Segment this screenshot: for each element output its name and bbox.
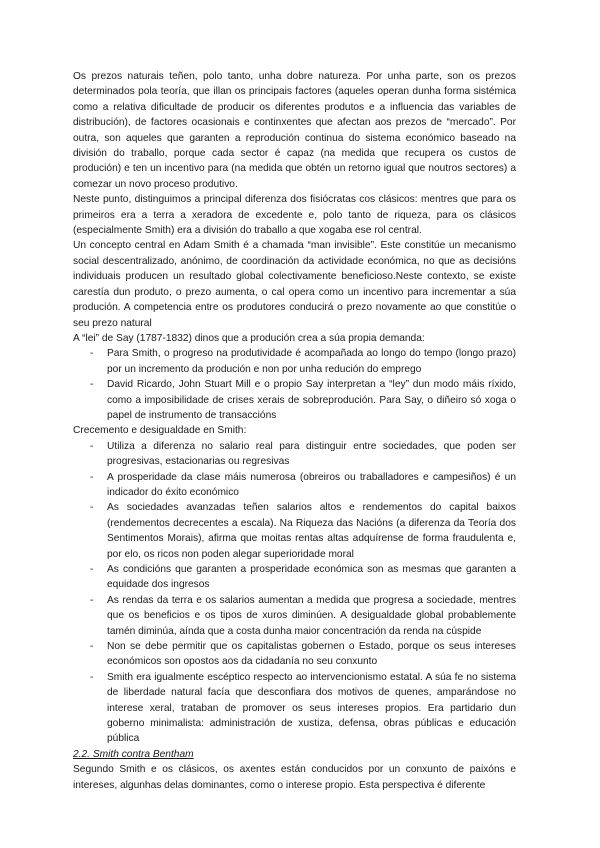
dash-bullet: - <box>90 471 94 483</box>
dash-bullet: - <box>90 671 94 683</box>
list-item: - Utiliza a diferenza no salario real para distinguir entre sociedades, que poden ser progresivas, estacionarias ou regresivas <box>90 440 516 468</box>
paragraph-physiocrats: Neste punto, distinguimos a principal diferenza dos fisiócratas cos clásicos: mentres que para os primeiros era a terra a xeradora de excedente e, polo tanto de riqueza, para os clásicos (especialmente Smith) era a división do traballo a que xogaba ese rol central. <box>73 194 516 237</box>
paragraph-say-law: A “lei” de Say (1787-1832) dinos que a produción crea a súa propia demanda: <box>73 332 425 344</box>
dash-bullet: - <box>90 440 94 452</box>
list-item: - As condicións que garanten a prosperidade económica son as mesmas que garanten a equidade dos ingresos <box>90 564 516 591</box>
paragraph-invisible-hand: Un concepto central en Adam Smith é a chamada “man invisible”. Este constitúe un mecanismo social descentralizado, anónimo, de coordinación da actividade económica, no que as decisións individuais producen un resultado global colectivamente beneficioso.Neste contexto, se existe carestía dun produto, o prezo aumenta, o cal opera como un incentivo para incrementar a súa produción. A competencia entre os produtores conducirá o prezo novamente ao que constitúe o seu prezo natural <box>73 240 516 329</box>
list-item: - As rendas da terra e os salarios aumentan a medida que progresa a sociedade, mentres que os beneficios e os tipos de xuros diminúen. A desigualdade global probablemente tamén diminúa, aínda que a costa dunha maior concentración da renda na cúspide <box>90 594 516 637</box>
growth-inequality-list <box>73 439 516 747</box>
dash-bullet: - <box>90 502 94 514</box>
dash-bullet: - <box>90 564 94 575</box>
paragraph-smith-passions: Segundo Smith e os clásicos, os axentes están conducidos por un conxunto de paixóns e intereses, algunhas delas dominantes, como o interese propio. Esta perspectiva é diferente <box>73 764 516 791</box>
list-item: - As sociedades avanzadas teñen salarios altos e rendementos do capital baixos (rendementos decrecentes a escala). Na Riqueza das Nacións (a diferenza da Teoría dos Sentimentos Morais), afirma que moitas rentas altas adquírense de forma fraudulenta e, por elo, os ricos non poden alegar superioridade moral <box>90 502 516 560</box>
list-item: - Non se debe permitir que os capitalistas gobernen o Estado, porque os seus intereses económicos son opostos aos da cidadanía no seu conxunto <box>90 641 516 668</box>
section-title-smith-bentham: 2.2. Smith contra Bentham <box>73 748 194 760</box>
dash-bullet: - <box>90 594 94 606</box>
paragraph-growth-heading: Crecemento e desigualdade en Smith: <box>73 425 247 437</box>
list-item: - Para Smith, o progreso na produtividade é acompañada ao longo do tempo (longo prazo) por un incremento da produción e non por unha redución do emprego <box>90 348 516 375</box>
dash-bullet: - <box>90 641 94 653</box>
paragraph-natural-prices: Os prezos naturais teñen, polo tanto, unha dobre natureza. Por unha parte, son os prezos determinados pola teoría, que illan os principais factores (aqueles operan dunha forma sistémica como a relativa dificultade de producir os diferentes produtos e a influencia das variables de distribución), de factores ocasionais e continxentes que afectan aos prezos de “mercado”. Por outra, son aqueles que garanten a reprodución continua do sistema económico baseado na división do traballo, porque cada sector é capaz (na medida que recupera os custos de produción) e ten un incentivo para (na medida que obtén un retorno igual que noutros sectores) a comezar un novo proceso produtivo. <box>73 71 516 190</box>
say-law-list <box>73 346 516 423</box>
list-item: - Smith era igualmente escéptico respecto ao intervencionismo estatal. A súa fe no sistema de liberdade natural facía que desconfiara dos motivos de quenes, amparándose no interese xeral, trataban de promover os seus intereses propios. Era partidario dun goberno minimalista: administración de xustiza, defensa, obras públicas e educación pública <box>90 671 516 745</box>
dash-bullet: - <box>90 379 94 391</box>
dash-bullet: - <box>90 348 94 360</box>
list-item: - A prosperidade da clase máis numerosa (obreiros ou traballadores e campesiños) é un indicador do éxito económico <box>90 471 516 498</box>
list-item: - David Ricardo, John Stuart Mill e o propio Say interpretan a “ley” dun modo máis ríxido, como a imposibilidade de crises xerais de sobreprodución. Para Say, o diñeiro só xoga o papel de instrumento de transaccións <box>90 379 516 421</box>
